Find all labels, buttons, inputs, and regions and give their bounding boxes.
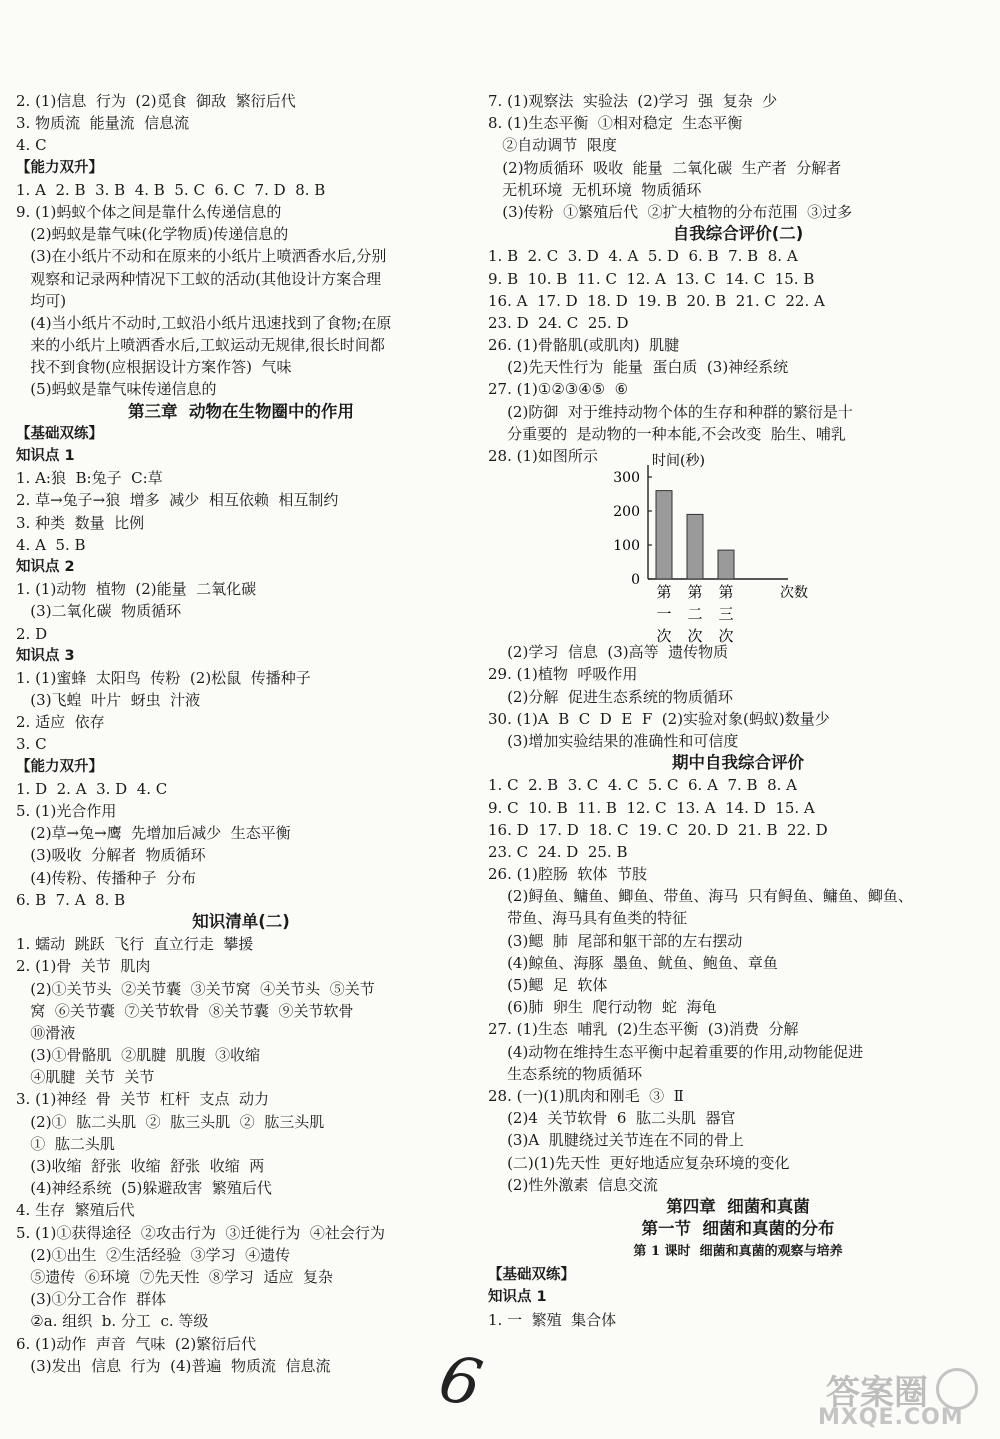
answer-line: (3)鳃 肺 尾部和躯干部的左右摆动 xyxy=(488,931,743,950)
answer-line: (3)增加实验结果的准确性和可信度 xyxy=(488,731,739,750)
answer-line: (4)神经系统 (5)躲避敌害 繁殖后代 xyxy=(16,1179,272,1198)
answer-line: 2. (1)骨 关节 肌肉 xyxy=(16,957,151,976)
x-axis-label: 次数 xyxy=(780,585,808,602)
category-label-char: 第 xyxy=(718,583,734,602)
answer-line: 30. (1)A B C D E F (2)实验对象(蚂蚁)数量少 xyxy=(488,709,830,728)
section-title: 知识清单(二) xyxy=(192,911,290,931)
answer-line: 26. (1)骨骼肌(或肌肉) 肌腱 xyxy=(488,336,680,355)
answer-line: 3. C xyxy=(16,735,47,754)
category-label-char: 第 xyxy=(687,583,703,602)
answer-line: 分重要的 是动物的一种本能,不会改变 胎生、哺乳 xyxy=(488,424,846,443)
category-label-char: 次 xyxy=(718,627,734,646)
watermark-text: 答案圈 xyxy=(826,1373,928,1413)
answer-line: 1. A 2. B 3. B 4. B 5. C 6. C 7. D 8. B xyxy=(16,180,326,199)
answer-line: (3)传粉 ①繁殖后代 ②扩大植物的分布范围 ③过多 xyxy=(488,202,853,221)
answer-line: 4. C xyxy=(16,136,47,155)
watermark-url: MXQE.COM xyxy=(818,1405,964,1430)
answer-line: (2)① 肱二头肌 ② 肱三头肌 ② 肱三头肌 xyxy=(16,1112,325,1131)
answer-line: 来的小纸片上喷洒香水后,工蚁运动无规律,很长时间都 xyxy=(16,336,385,355)
category-label-char: 次 xyxy=(656,627,672,646)
answer-line: (2)鲟鱼、鳙鱼、鲫鱼、带鱼、海马 只有鲟鱼、鳙鱼、鲫鱼、 xyxy=(488,887,913,906)
answer-line: 9. C 10. B 11. B 12. C 13. A 14. D 15. A xyxy=(488,798,815,817)
answer-line: (2)防御 对于维持动物个体的生存和种群的繁衍是十 xyxy=(488,402,853,421)
answer-line: (3)二氧化碳 物质循环 xyxy=(16,602,182,621)
answer-line: (2)物质循环 吸收 能量 二氧化碳 生产者 分解者 xyxy=(488,158,842,177)
answer-line: 3. (1)神经 骨 关节 杠杆 支点 动力 xyxy=(16,1090,270,1109)
answer-line: 8. (1)生态平衡 ①相对稳定 生态平衡 xyxy=(488,114,743,133)
section-title: 第三章 动物在生物圈中的作用 xyxy=(128,401,354,421)
answer-line: 27. (1)①②③④⑤ ⑥ xyxy=(488,380,629,399)
answer-line: (2)①出生 ②生活经验 ③学习 ④遗传 xyxy=(16,1245,291,1264)
answer-line: 5. (1)①获得途径 ②攻击行为 ③迁徙行为 ④社会行为 xyxy=(16,1223,385,1242)
answer-line: (2)学习 信息 (3)高等 遗传物质 xyxy=(488,643,729,662)
answer-line: 4. 生存 繁殖后代 xyxy=(16,1201,135,1220)
answer-line: (3)收缩 舒张 收缩 舒张 收缩 两 xyxy=(16,1157,265,1175)
section-label: 【基础双练】 xyxy=(16,425,103,442)
right-top-section xyxy=(488,90,988,470)
answer-line: 3. 种类 数量 比例 xyxy=(16,513,145,532)
bar-3 xyxy=(718,550,734,579)
answer-line: 2. D xyxy=(16,624,48,643)
section-label: 知识点 2 xyxy=(16,558,75,575)
answer-line: 16. A 17. D 18. D 19. B 20. B 21. C 22. A xyxy=(488,291,825,310)
answer-line: (5)蚂蚁是靠气味传递信息的 xyxy=(16,380,217,399)
answer-line: 28. (一)(1)肌肉和刚毛 ③ Ⅱ xyxy=(488,1086,684,1105)
section-title: 期中自我综合评价 xyxy=(672,753,804,773)
bar-2 xyxy=(687,515,703,580)
answer-line: (2)性外激素 信息交流 xyxy=(488,1175,658,1194)
answer-line: 生态系统的物质循环 xyxy=(488,1064,643,1083)
answer-line: 1. C 2. B 3. C 4. C 5. C 6. A 7. B 8. A xyxy=(488,776,798,795)
section-label: 知识点 1 xyxy=(16,448,75,464)
answer-line: (4)传粉、传播种子 分布 xyxy=(16,868,197,887)
answer-line: 1. 蠕动 跳跃 飞行 直立行走 攀援 xyxy=(16,935,254,954)
answer-line: 9. (1)蚂蚁个体之间是靠什么传递信息的 xyxy=(16,202,282,221)
answer-line: (3)①骨骼肌 ②肌腱 肌腹 ③收缩 xyxy=(16,1046,261,1065)
answer-line: 1. B 2. C 3. D 4. A 5. D 6. B 7. B 8. A xyxy=(488,247,798,266)
answer-line: 3. 物质流 能量流 信息流 xyxy=(16,114,190,133)
answer-line: ① 肱二头肌 xyxy=(16,1134,115,1153)
right-column xyxy=(488,90,988,1331)
answer-line: 16. D 17. D 18. C 19. C 20. D 21. B 22. D xyxy=(488,820,828,839)
answer-line: 1. (1)动物 植物 (2)能量 二氧化碳 xyxy=(16,580,257,599)
answer-line: 无机环境 无机环境 物质循环 xyxy=(488,180,702,199)
answer-line: (2)4 关节软骨 6 肱二头肌 器官 xyxy=(488,1109,736,1128)
answer-line: (3)发出 信息 行为 (4)普遍 物质流 信息流 xyxy=(16,1356,331,1375)
answer-line: (4)当小纸片不动时,工蚁沿小纸片迅速找到了食物;在原 xyxy=(16,313,392,332)
answer-line: 29. (1)植物 呼吸作用 xyxy=(488,665,638,684)
answer-line: ⑤遗传 ⑥环境 ⑦先天性 ⑧学习 适应 复杂 xyxy=(16,1267,333,1286)
answer-line: ②自动调节 限度 xyxy=(488,136,617,155)
answer-line: (6)肺 卵生 爬行动物 蛇 海龟 xyxy=(488,998,717,1017)
bar-1 xyxy=(656,491,672,579)
answer-line: (5)鳃 足 软体 xyxy=(488,976,608,994)
answer-line: (2)草→兔→鹰 先增加后减少 生态平衡 xyxy=(16,824,291,843)
answer-line: 9. B 10. B 11. C 12. A 13. C 14. C 15. B xyxy=(488,269,815,288)
answer-line: ⑩滑液 xyxy=(16,1023,76,1042)
answer-line: (3)飞蝗 叶片 蚜虫 汁液 xyxy=(16,691,201,710)
answer-line: (3)吸收 分解者 物质循环 xyxy=(16,846,206,865)
section-title: 第四章 细菌和真菌 xyxy=(666,1196,810,1216)
answer-line: (3)A 肌腱绕过关节连在不同的骨上 xyxy=(488,1131,744,1150)
y-axis-label: 时间(秒) xyxy=(652,453,705,470)
answer-line: 找不到食物(应根据设计方案作答) 气味 xyxy=(16,358,292,377)
section-label: 知识点 3 xyxy=(16,647,75,664)
category-label-char: 第 xyxy=(656,583,672,602)
answer-line: (2)分解 促进生态系统的物质循环 xyxy=(488,687,733,706)
answer-line: 2. (1)信息 行为 (2)觅食 御敌 繁衍后代 xyxy=(16,92,296,110)
answer-line: 2. 草→兔子→狼 增多 减少 相互依赖 相互制约 xyxy=(16,491,339,510)
answer-line: 5. (1)光合作用 xyxy=(16,802,117,820)
right-bottom-section xyxy=(488,641,988,1331)
answer-line: 23. C 24. D 25. B xyxy=(488,842,628,861)
category-label-char: 次 xyxy=(687,627,703,646)
answer-line: (二)(1)先天性 更好地适应复杂环境的变化 xyxy=(488,1153,790,1172)
section-label: 【能力双升】 xyxy=(16,159,103,176)
answer-line: 4. A 5. B xyxy=(16,535,86,554)
section-title: 第一节 细菌和真菌的分布 xyxy=(641,1219,835,1239)
answer-line: 均可) xyxy=(16,291,67,310)
answer-line: 观察和记录两种情况下工蚁的活动(其他设计方案合理 xyxy=(16,269,382,288)
answer-line: (2)先天性行为 能量 蛋白质 (3)神经系统 xyxy=(488,358,789,377)
section-label: 【能力双升】 xyxy=(16,758,103,775)
answer-line: 1. 一 繁殖 集合体 xyxy=(488,1310,617,1329)
answer-line: 6. B 7. A 8. B xyxy=(16,890,126,909)
answer-line: (2)蚂蚁是靠气味(化学物质)传递信息的 xyxy=(16,225,289,244)
answer-line: 1. (1)蜜蜂 太阳鸟 传粉 (2)松鼠 传播种子 xyxy=(16,668,311,687)
watermark-circle xyxy=(936,1368,978,1410)
answer-line: (4)鲸鱼、海豚 墨鱼、鱿鱼、鲍鱼、章鱼 xyxy=(488,953,778,972)
section-label: 【基础双练】 xyxy=(488,1267,575,1284)
y-tick-label: 0 xyxy=(631,572,640,589)
answer-line: 带鱼、海马具有鱼类的特征 xyxy=(488,909,688,928)
section-title: 第 1 课时 细菌和真菌的观察与培养 xyxy=(633,1244,843,1260)
y-tick-label: 100 xyxy=(613,538,640,555)
answer-line: 1. D 2. A 3. D 4. C xyxy=(16,779,168,798)
answer-line: (3)在小纸片不动和在原来的小纸片上喷洒香水后,分别 xyxy=(16,247,387,266)
page-number: 6 xyxy=(432,1341,488,1423)
answer-line: 7. (1)观察法 实验法 (2)学习 强 复杂 少 xyxy=(488,92,778,110)
y-tick-label: 300 xyxy=(613,470,640,487)
answer-line: 26. (1)腔肠 软体 节肢 xyxy=(488,865,647,884)
section-label: 知识点 1 xyxy=(488,1289,547,1306)
answer-line: 6. (1)动作 声音 气味 (2)繁衍后代 xyxy=(16,1334,257,1353)
category-label-char: 二 xyxy=(687,605,703,624)
category-label-char: 三 xyxy=(718,605,734,624)
y-tick-label: 200 xyxy=(613,504,640,521)
answer-line: (2)①关节头 ②关节囊 ③关节窝 ④关节头 ⑤关节 xyxy=(16,979,375,998)
answer-line: 23. D 24. C 25. D xyxy=(488,313,629,332)
answer-line: ④肌腱 关节 关节 xyxy=(16,1068,155,1087)
answer-line: 窝 ⑥关节囊 ⑦关节软骨 ⑧关节囊 ⑨关节软骨 xyxy=(16,1001,354,1020)
answer-line: ②a. 组织 b. 分工 c. 等级 xyxy=(16,1312,209,1331)
section-title: 自我综合评价(二) xyxy=(672,224,804,244)
answer-line: 28. (1)如图所示 xyxy=(488,447,598,465)
answer-line: 2. 适应 依存 xyxy=(16,713,105,732)
answer-line: (4)动物在维持生态平衡中起着重要的作用,动物能促进 xyxy=(488,1042,864,1061)
category-label-char: 一 xyxy=(656,605,672,624)
answer-line: (3)①分工合作 群体 xyxy=(16,1290,167,1309)
answer-line: 27. (1)生态 哺乳 (2)生态平衡 (3)消费 分解 xyxy=(488,1020,799,1039)
answer-line: 1. A:狼 B:兔子 C:草 xyxy=(16,469,163,488)
left-column xyxy=(16,90,466,1377)
